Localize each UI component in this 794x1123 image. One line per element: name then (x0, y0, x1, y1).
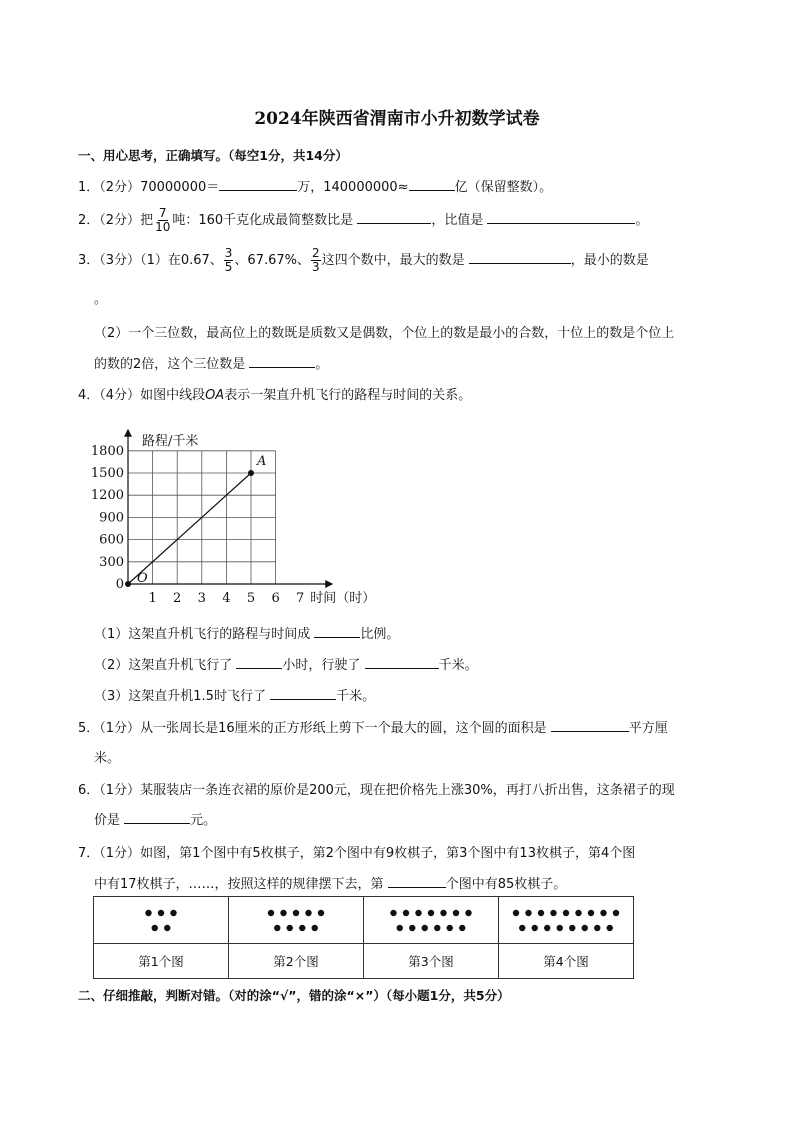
q2-text-b: 吨：160千克化成最简整数比是 (172, 213, 354, 228)
q4-number: 4． (78, 388, 100, 403)
q2-text-d: 。 (635, 213, 649, 228)
chess-piece (557, 925, 563, 931)
q4-blank-4[interactable] (270, 686, 336, 700)
question-7: 7．（1分）如图，第1个图中有5枚棋子，第2个图中有9枚棋子，第3个图中有13枚棋子，第4个图 (78, 846, 636, 861)
y-tick-label: 600 (99, 532, 124, 548)
q4-score: （4分） (99, 388, 141, 403)
q4-sub-2: （2）这架直升机飞行了 小时，行驶了 千米。 (94, 654, 478, 673)
segment-label-oa: OA (205, 388, 225, 403)
q3-text-c: 这四个数中，最大的数是 (321, 253, 465, 268)
y-tick-label: 0 (115, 577, 124, 592)
chess-piece (403, 910, 409, 916)
q3-text-b: 、67.67%、 (234, 253, 310, 268)
q3-number: 3． (78, 253, 100, 268)
q2-text-a: 把 (140, 213, 154, 228)
figure-3-dots (364, 897, 499, 944)
chess-piece (532, 925, 538, 931)
point-o (125, 581, 131, 587)
figure-2-dots (229, 897, 364, 944)
chess-piece (145, 910, 151, 916)
q6-blank[interactable] (124, 810, 190, 824)
q1-score: （2分） (99, 180, 141, 195)
q4-sub-3: （3）这架直升机1.5时飞行了 千米。 (94, 685, 375, 704)
page-title: 2024年陕西省渭南市小升初数学试卷 (254, 109, 540, 129)
chess-piece (519, 925, 525, 931)
chess-piece (305, 910, 311, 916)
x-tick-label: 3 (197, 591, 206, 606)
q3-blank-2[interactable] (249, 354, 315, 368)
chess-piece (268, 910, 274, 916)
chess-piece (588, 910, 594, 916)
q2-number: 2． (78, 213, 100, 228)
x-tick-label: 1 (148, 591, 157, 606)
figure-3-label: 第3个图 (364, 944, 499, 979)
q1-text-c: 亿（保留整数）。 (454, 180, 553, 195)
x-tick-label: 4 (222, 591, 231, 606)
q4-blank-3[interactable] (365, 655, 439, 669)
figure-2-label: 第2个图 (229, 944, 364, 979)
chess-piece (550, 910, 556, 916)
chess-piece (453, 910, 459, 916)
point-a (248, 470, 254, 476)
chess-piece (318, 910, 324, 916)
chess-piece (563, 910, 569, 916)
question-6: 6．（1分）某服装店一条连衣裙的原价是200元，现在把价格先上涨30%，再打八折出售，这条裙子的现 (78, 783, 675, 798)
question-2 (78, 206, 649, 236)
q4-blank-2[interactable] (236, 655, 282, 669)
q1-blank-2[interactable] (409, 177, 455, 191)
q5-blank[interactable] (551, 718, 629, 732)
section-1-heading: 一、用心思考，正确填写。（每空1分，共14分） (78, 148, 348, 163)
q3-text-a: （1）在0.67、 (140, 253, 223, 268)
y-tick-label: 900 (99, 510, 124, 526)
chess-piece (415, 910, 421, 916)
q3-text-d: ，最小的数是 (570, 253, 649, 268)
chess-piece (440, 910, 446, 916)
q3-text-e: 。 (94, 292, 108, 307)
q3-blank-1[interactable] (469, 250, 571, 264)
chess-piece (575, 910, 581, 916)
chess-piece (582, 925, 588, 931)
chess-piece (287, 925, 293, 931)
chess-piece (525, 910, 531, 916)
question-5: 5．（1分）从一张周长是16厘米的正方形纸上剪下一个最大的圆，这个圆的面积是 平方厘 (78, 717, 668, 736)
figure-1-label: 第1个图 (94, 944, 229, 979)
q3-score: （3分） (99, 253, 141, 268)
q3-part2-line1: （2）一个三位数，最高位上的数既是质数又是偶数，个位上的数是最小的合数，十位上的数是个位上 (94, 326, 675, 341)
q3-fraction-2: $\frac{2}{3}$ (312, 246, 320, 274)
chess-piece (447, 925, 453, 931)
q2-blank-2[interactable] (487, 210, 635, 224)
section-2-heading: 二、仔细推敲，判断对错。（对的涂“√”，错的涂“×”）（每小题1分，共5分） (78, 988, 510, 1003)
q2-score: （2分） (99, 213, 141, 228)
q7-line2: 中有17枚棋子，……，按照这样的规律摆下去，第 个图中有85枚棋子。 (94, 873, 566, 892)
q5-text-c: 米。 (94, 751, 121, 766)
y-axis-label: 路程/千米 (142, 433, 199, 449)
q2-fraction: $\frac{7}{10}$ (155, 206, 171, 234)
chess-piece (538, 910, 544, 916)
chess-piece (607, 925, 613, 931)
y-tick-label: 300 (99, 554, 124, 570)
chess-piece (428, 910, 434, 916)
chess-piece (390, 910, 396, 916)
q4-sub-1: （1）这架直升机飞行的路程与时间成 比例。 (94, 623, 399, 642)
question-4: 4．（4分）如图中线段OA表示一架直升机飞行的路程与时间的关系。 (78, 388, 472, 403)
x-tick-label: 2 (173, 591, 182, 606)
label-o: O (137, 571, 148, 586)
chess-piece (274, 925, 280, 931)
figure-4-label: 第4个图 (499, 944, 634, 979)
chess-piece (513, 910, 519, 916)
q1-text-a: 70000000＝ (140, 180, 220, 195)
x-tick-label: 7 (296, 591, 305, 606)
chess-piece (613, 910, 619, 916)
x-tick-label: 5 (246, 591, 256, 606)
chess-piece (409, 925, 415, 931)
chess-piece (434, 925, 440, 931)
chess-piece (280, 910, 286, 916)
question-3 (78, 246, 649, 276)
q2-text-c: ，比值是 (431, 213, 484, 228)
chess-piece (465, 910, 471, 916)
x-axis-arrow (325, 580, 333, 588)
chess-piece (600, 910, 606, 916)
q2-blank-1[interactable] (357, 210, 431, 224)
chess-piece (312, 925, 318, 931)
x-axis-label: 时间（时） (310, 591, 376, 606)
chess-piece (293, 910, 299, 916)
figure-1-dots (94, 897, 229, 944)
y-tick-label: 1500 (90, 466, 124, 481)
chess-pattern-table (93, 896, 634, 979)
question-1 (78, 176, 552, 195)
x-tick-label: 6 (271, 591, 280, 606)
chess-piece (299, 925, 305, 931)
chess-piece (569, 925, 575, 931)
chess-piece (459, 925, 465, 931)
chess-piece (594, 925, 600, 931)
chess-piece (164, 925, 170, 931)
label-a: A (257, 454, 267, 469)
y-tick-label: 1800 (90, 443, 124, 459)
chess-piece (544, 925, 550, 931)
y-tick-label: 1200 (90, 488, 124, 504)
chess-piece (158, 910, 164, 916)
q7-blank[interactable] (388, 874, 446, 888)
y-axis-arrow (124, 429, 132, 437)
q3-fraction-1: $\frac{3}{5}$ (224, 246, 233, 274)
q6-line2: 价是 元。 (94, 809, 216, 828)
segment-oa (128, 473, 251, 584)
q4-blank-1[interactable] (314, 624, 360, 638)
chess-piece (397, 925, 403, 931)
q1-blank-1[interactable] (219, 177, 297, 191)
chess-piece (422, 925, 428, 931)
q1-number: 1． (78, 180, 100, 195)
distance-time-chart (90, 414, 390, 610)
chess-piece (152, 925, 158, 931)
q3-part2-line2: 的数的2倍，这个三位数是 。 (94, 353, 328, 372)
figure-4-dots (499, 897, 634, 944)
q1-text-b: 万，140000000≈ (297, 180, 409, 195)
chess-piece (170, 910, 176, 916)
